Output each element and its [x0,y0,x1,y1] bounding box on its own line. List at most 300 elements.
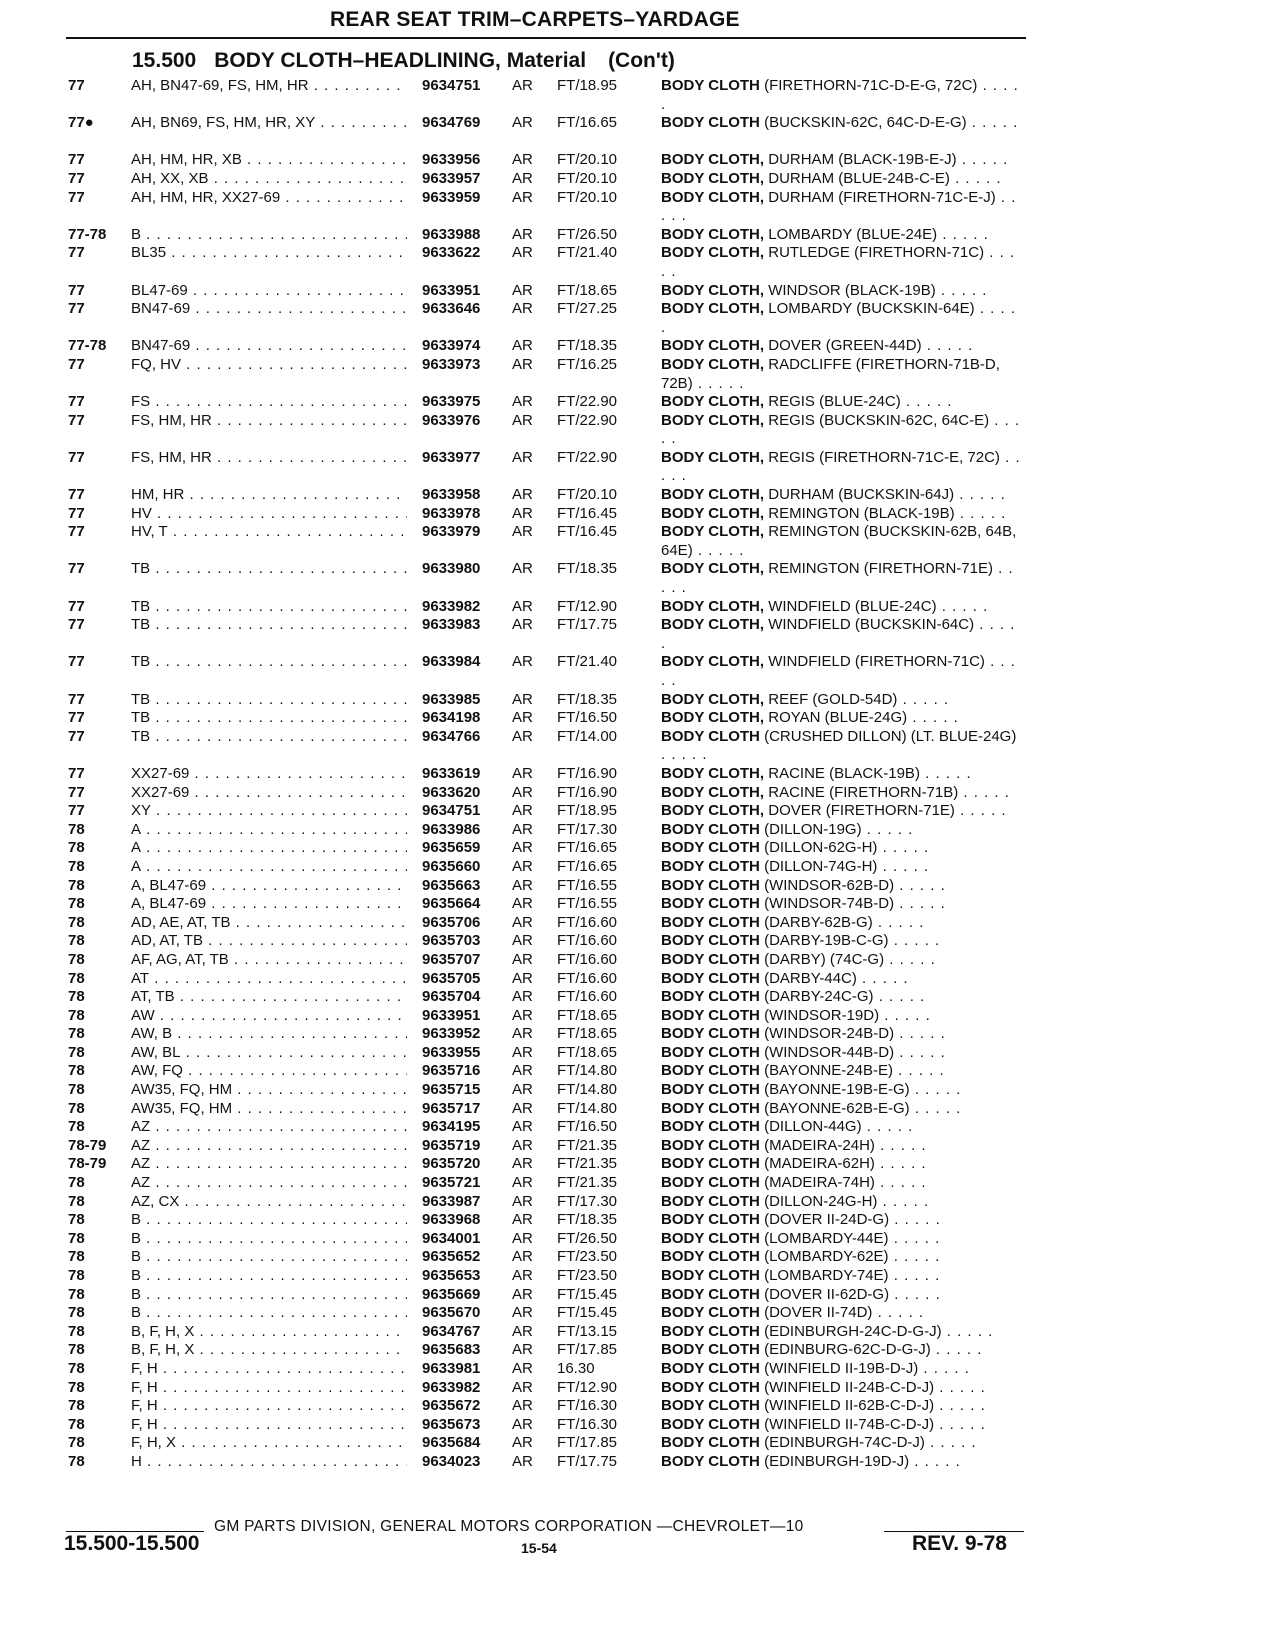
body-models: TB . . . [131,709,407,728]
body-models: A . . . [131,839,407,858]
model-year: 77 [68,169,85,187]
description-text: (DILLON-62G-H) [759,839,878,857]
body-models: AZ . . . [131,1174,407,1193]
description-bold: BODY CLOTH [661,1285,760,1303]
leader-dots: . . . . . [889,1285,941,1303]
model-year: 78 [68,839,85,857]
description-text: WINDFIELD (BUCKSKIN-64C) [764,616,975,634]
quantity: AR [512,1285,533,1303]
description-text: (DOVER II-74D) [759,1304,873,1322]
description-text: (DOVER II-24D-G) [759,1211,890,1229]
part-description [661,1044,1023,1063]
price: FT/16.60 [557,950,618,968]
description-bold: BODY CLOTH [661,1099,760,1117]
table-row [0,1360,1280,1379]
description-text: (DILLON-74G-H) [759,857,878,875]
body-models: TB . . . [131,728,407,747]
price: FT/18.65 [557,281,618,299]
table-row [0,523,1280,560]
body-models: F, H . . . [131,1360,407,1379]
model-year: 77 [68,486,85,504]
leader-dots: . . . . . [937,225,989,243]
table-row [0,356,1280,393]
description-text: ROYAN (BLUE-24G) [764,709,908,727]
body-models: AH, BN69, FS, HM, HR, XY . . . [131,114,407,133]
table-row [0,616,1280,653]
part-number: 9634023 [422,1452,481,1470]
model-year: 77 [68,188,85,206]
quantity: AR [512,1211,533,1229]
quantity: AR [512,1081,533,1099]
quantity: AR [512,690,533,708]
body-models: AW, B . . . [131,1025,407,1044]
model-year: 78 [68,950,85,968]
model-year: 77 [68,244,85,262]
description-text: (BAYONNE-62B-E-G) [759,1099,910,1117]
model-year: 78 [68,1248,85,1266]
description-text: (DOVER II-62D-G) [759,1285,890,1303]
part-number: 9633959 [422,188,481,206]
model-year: 78 [68,1062,85,1080]
part-description [661,914,1023,933]
part-number: 9633620 [422,783,481,801]
body-models: XX27-69 . . . [131,784,407,803]
price: FT/14.00 [557,727,618,745]
body-models: AW35, FQ, HM . . . [131,1081,407,1100]
description-bold: BODY CLOTH [661,77,760,94]
leader-dots: . . . . . [958,783,1010,801]
description-bold: BODY CLOTH, [661,690,765,708]
part-number: 9635717 [422,1099,481,1117]
model-year: 77 [68,504,85,522]
description-bold: BODY CLOTH, [661,169,765,187]
quantity: AR [512,1452,533,1470]
table-row [0,1397,1280,1416]
table-row [0,951,1280,970]
leader-dots: . . . . . [888,1248,941,1266]
description-text: DURHAM (BLACK-19B-E-J) [764,151,957,169]
description-bold: BODY CLOTH, [661,616,765,634]
body-models: HV . . . [131,505,407,524]
body-models: AZ . . . [131,1155,407,1174]
price: FT/16.90 [557,764,618,782]
part-description [661,1230,1023,1249]
body-models: TB . . . [131,691,407,710]
part-number: 9633988 [422,225,481,243]
quantity: AR [512,244,533,262]
part-number: 9633952 [422,1025,481,1043]
part-number: 9634751 [422,77,481,94]
description-bold: BODY CLOTH [661,820,760,838]
description-bold: BODY CLOTH, [661,244,765,262]
body-models: AZ . . . [131,1118,407,1137]
body-models: FS, HM, HR . . . [131,449,407,468]
price: FT/16.60 [557,969,618,987]
part-number: 9633974 [422,337,481,355]
table-row [0,839,1280,858]
price: FT/23.50 [557,1267,618,1284]
model-year: 78-79 [68,1136,107,1154]
part-number: 9635703 [422,932,481,950]
description-bold: BODY CLOTH, [661,300,765,318]
model-year: 77 [68,764,85,782]
leader-dots: . . . . . [909,1452,961,1470]
part-description [661,560,1023,597]
footer-corporation: GM PARTS DIVISION, GENERAL MOTORS CORPORATION —CHEVROLET—10 [214,1518,804,1535]
body-models: BN47-69 . . . [131,337,407,356]
part-description [661,77,1023,114]
part-description [661,1081,1023,1100]
body-models: H . . . [131,1453,407,1472]
table-row [0,1341,1280,1360]
leader-dots: . . . . . [861,820,914,838]
part-number: 9633985 [422,690,481,708]
table-row [0,765,1280,784]
part-number: 9635672 [422,1397,481,1415]
body-models: BN47-69 . . . [131,300,407,319]
part-number: 9635683 [422,1341,481,1359]
part-number: 9633982 [422,597,481,615]
leader-dots: . . . . . [884,950,936,968]
leader-dots: . . . . . [692,541,745,559]
body-models: A . . . [131,858,407,877]
part-description [661,356,1023,393]
table-row [0,1174,1280,1193]
part-description [661,970,1023,989]
part-number: 9635716 [422,1062,481,1080]
part-number: 9633982 [422,1378,481,1396]
table-row [0,914,1280,933]
model-year: 78 [68,1229,85,1247]
description-text: DURHAM (BUCKSKIN-64J) [764,486,955,504]
description-bold: BODY CLOTH, [661,709,765,727]
body-models: XX27-69 . . . [131,765,407,784]
body-models: AD, AE, AT, TB . . . [131,914,407,933]
leader-dots: . . . . . [661,244,1016,280]
model-year: 78 [68,969,85,987]
part-number: 9633975 [422,393,481,411]
price: FT/20.10 [557,188,618,206]
description-bold: BODY CLOTH [661,1434,760,1452]
table-row [0,1230,1280,1249]
model-year: 77 [68,77,85,94]
part-description [661,1025,1023,1044]
leader-dots: . . . . . [966,114,1019,132]
body-models: TB . . . [131,653,407,672]
leader-dots: . . . . . [935,281,988,299]
quantity: AR [512,504,533,522]
part-number: 9635673 [422,1415,481,1433]
leader-dots: . . . . . [954,504,1007,522]
description-text: (WINFIELD II-74B-C-D-J) [759,1415,935,1433]
body-models: XY . . . [131,802,407,821]
price: FT/21.35 [557,1155,618,1173]
description-text: (FIRETHORN-71C-D-E-G, 72C) [759,77,978,94]
body-models: A . . . [131,821,407,840]
leader-dots: . . . . . [900,393,953,411]
table-row [0,77,1280,114]
leader-dots: . . . . . [941,1322,994,1340]
leader-dots: . . . . . [907,709,959,727]
leader-dots: . . . . . [879,1006,931,1024]
description-text: DOVER (FIRETHORN-71E) [764,802,955,820]
description-bold: BODY CLOTH, [661,393,765,411]
part-number: 9633951 [422,281,481,299]
leader-dots: . . . . . [894,895,946,913]
body-models: B . . . [131,1230,407,1249]
model-year: 78 [68,1322,85,1340]
part-number: 9635719 [422,1136,481,1154]
table-row [0,598,1280,617]
quantity: AR [512,1378,533,1396]
leader-dots: . . . . . [918,1359,970,1377]
leader-dots: . . . . . [934,1415,986,1433]
quantity: AR [512,709,533,727]
body-models: A, BL47-69 . . . [131,895,407,914]
description-bold: BODY CLOTH [661,1359,760,1377]
description-bold: BODY CLOTH, [661,188,765,206]
part-number: 9633619 [422,764,481,782]
description-bold: BODY CLOTH [661,1341,760,1359]
leader-dots: . . . . . [924,1434,977,1452]
quantity: AR [512,355,533,373]
quantity: AR [512,114,533,132]
table-row [0,412,1280,449]
part-description [661,1286,1023,1305]
part-number: 9633622 [422,244,481,262]
body-models: B . . . [131,226,407,245]
price: FT/16.30 [557,1415,618,1433]
description-text: (LOMBARDY-44E) [759,1229,889,1247]
price: FT/12.90 [557,597,618,615]
part-description [661,300,1023,337]
body-models: F, H, X . . . [131,1434,407,1453]
description-bold: BODY CLOTH [661,1043,760,1061]
model-year: 78 [68,1452,85,1470]
quantity: AR [512,1025,533,1043]
part-description [661,598,1023,617]
part-description [661,616,1023,653]
quantity: AR [512,839,533,857]
leader-dots: . . . . . [894,1043,946,1061]
price: FT/16.90 [557,783,618,801]
description-text: (BAYONNE-19B-E-G) [759,1081,910,1099]
model-year: 78 [68,1211,85,1229]
part-number: 9635670 [422,1304,481,1322]
part-description [661,244,1023,281]
leader-dots: . . . . . [877,1192,930,1210]
body-models: AT . . . [131,970,407,989]
quantity: AR [512,1304,533,1322]
part-number: 9635653 [422,1267,481,1284]
description-text: LOMBARDY (BLUE-24E) [764,225,938,243]
price: FT/20.10 [557,486,618,504]
price: FT/14.80 [557,1099,618,1117]
part-number: 9635652 [422,1248,481,1266]
table-row [0,1081,1280,1100]
part-description [661,1155,1023,1174]
table-row [0,1155,1280,1174]
section-title: BODY CLOTH–HEADLINING, Material [214,49,587,72]
description-text: (BAYONNE-24B-E) [759,1062,893,1080]
body-models: B . . . [131,1211,407,1230]
part-number: 9633978 [422,504,481,522]
section-continued: (Con't) [608,49,675,72]
model-year: 78 [68,1415,85,1433]
leader-dots: . . . . . [956,151,1009,169]
table-row [0,1193,1280,1212]
leader-dots: . . . . . [872,913,925,931]
price: FT/16.45 [557,523,618,541]
description-bold: BODY CLOTH, [661,504,765,522]
leader-dots: . . . . . [949,169,1002,187]
part-description [661,226,1023,245]
table-row [0,1248,1280,1267]
price: FT/16.50 [557,709,618,727]
price: FT/16.60 [557,988,618,1006]
part-description [661,1118,1023,1137]
description-text: (BUCKSKIN-62C, 64C-D-E-G) [759,114,967,132]
part-number: 9635705 [422,969,481,987]
part-description [661,393,1023,412]
quantity: AR [512,188,533,206]
description-text: RACINE (BLACK-19B) [764,764,920,782]
body-models: B . . . [131,1286,407,1305]
body-models: F, H . . . [131,1416,407,1435]
part-description [661,1248,1023,1267]
part-number: 9635715 [422,1081,481,1099]
description-text: (LOMBARDY-62E) [759,1248,889,1266]
model-year: 77 [68,653,85,671]
body-models: AW, BL . . . [131,1044,407,1063]
table-row [0,151,1280,170]
part-number: 9633951 [422,1006,481,1024]
part-number: 9635659 [422,839,481,857]
part-number: 9635704 [422,988,481,1006]
leader-dots: . . . . . [661,77,1019,113]
table-row [0,653,1280,690]
table-row [0,1044,1280,1063]
description-text: (WINFIELD II-62B-C-D-J) [759,1397,935,1415]
part-description [661,486,1023,505]
price: FT/17.75 [557,1452,618,1470]
part-number: 9634766 [422,727,481,745]
description-bold: BODY CLOTH [661,1118,760,1136]
price: FT/18.65 [557,1025,618,1043]
footer-revision: REV. 9-78 [912,1532,1007,1555]
model-year: 77 [68,597,85,615]
description-text: (MADEIRA-74H) [759,1174,875,1192]
leader-dots: . . . . . [872,1304,925,1322]
price: FT/18.35 [557,690,618,708]
price: FT/26.50 [557,225,618,243]
leader-dots: . . . . . [921,337,974,355]
price: FT/23.50 [557,1248,618,1266]
leader-dots: . . . . . [930,1341,983,1359]
description-bold: BODY CLOTH, [661,597,765,615]
description-bold: BODY CLOTH, [661,764,765,782]
quantity: AR [512,597,533,615]
quantity: AR [512,1192,533,1210]
body-models: FQ, HV . . . [131,356,407,375]
part-number: 9635706 [422,913,481,931]
description-text: (DARBY-62B-G) [759,913,873,931]
description-text: REMINGTON (BLACK-19B) [764,504,955,522]
part-number: 9633957 [422,169,481,187]
leader-dots: . . . . . [909,1081,962,1099]
part-number: 9634195 [422,1118,481,1136]
description-bold: BODY CLOTH, [661,523,765,541]
body-models: F, H . . . [131,1397,407,1416]
section-number: 15.500 [132,49,197,72]
description-text: (DARBY-24C-G) [759,988,874,1006]
price: FT/21.35 [557,1174,618,1192]
part-description [661,784,1023,803]
description-bold: BODY CLOTH [661,727,760,745]
price: FT/16.60 [557,913,618,931]
model-year: 78 [68,1081,85,1099]
part-description [661,1062,1023,1081]
quantity: AR [512,913,533,931]
description-text: RADCLIFFE (FIRETHORN-71B-D, 72B) [661,355,1000,392]
body-models: AF, AG, AT, TB . . . [131,951,407,970]
quantity: AR [512,1136,533,1154]
description-text: (EDINBURGH-74C-D-J) [759,1434,925,1452]
description-bold: BODY CLOTH [661,988,760,1006]
table-row [0,449,1280,486]
price: FT/18.35 [557,560,618,578]
description-text: WINDFIELD (FIRETHORN-71C) [764,653,985,671]
part-number: 9633976 [422,411,481,429]
table-row [0,1434,1280,1453]
price: FT/20.10 [557,151,618,169]
part-description [661,1137,1023,1156]
table-row [0,802,1280,821]
table-row [0,1025,1280,1044]
model-year: 77 [68,151,85,169]
description-bold: BODY CLOTH [661,1192,760,1210]
price: FT/26.50 [557,1229,618,1247]
model-year: 77 [68,393,85,411]
model-year: 77 [68,802,85,820]
description-text: (WINDSOR-74B-D) [759,895,895,913]
part-number: 9633987 [422,1192,481,1210]
part-description [661,951,1023,970]
quantity: AR [512,802,533,820]
description-text: (WINFIELD II-24B-C-D-J) [759,1378,935,1396]
part-description [661,1397,1023,1416]
part-number: 9633986 [422,820,481,838]
leader-dots: . . . . . [661,188,1017,225]
leader-dots: . . . . . [874,1155,927,1173]
part-number: 9635720 [422,1155,481,1173]
body-models: TB . . . [131,598,407,617]
table-row [0,691,1280,710]
part-description [661,523,1023,560]
leader-dots: . . . . . [954,802,1007,820]
model-year: 78 [68,1118,85,1136]
body-models: FS, HM, HR . . . [131,412,407,431]
body-models: BL35 . . . [131,244,407,263]
price: FT/17.30 [557,1192,618,1210]
part-number: 9633958 [422,486,481,504]
description-bold: BODY CLOTH [661,950,760,968]
part-description [661,114,1023,133]
leader-dots: . . . . . [909,1099,962,1117]
model-year: 77 [68,690,85,708]
description-bold: BODY CLOTH, [661,281,765,299]
model-year: 77 [68,448,85,466]
